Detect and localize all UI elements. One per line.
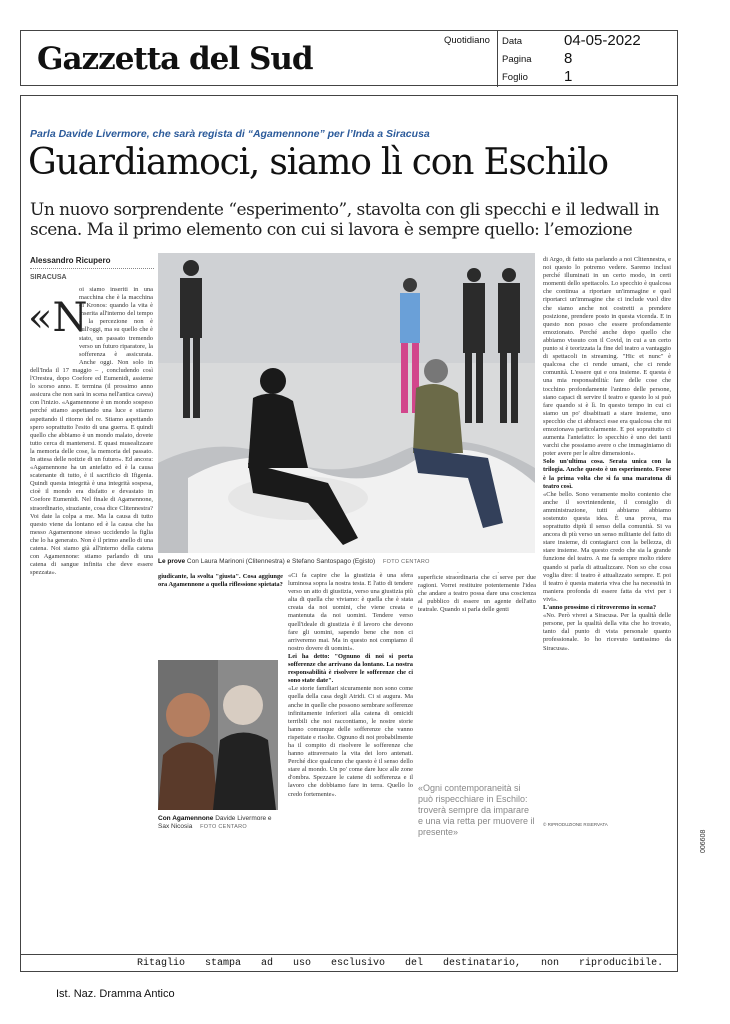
column-2-question-text: giudicante, la svolta "giusta". Cosa aggiunge ora Agamennone a quella riflessione spietata? <box>158 573 283 589</box>
column-1-body <box>30 366 153 812</box>
reproduction-notice: Ritaglio stampa ad uso esclusivo del destinatario, non riproducibile. <box>137 958 664 969</box>
column-4-question-2-text: L'anno prossimo ci ritroveremo in scena? <box>543 604 657 612</box>
column-4-answer-2: «No. Però vivrei a Siracusa. Per la qualità delle persone, per la qualità della vita che ho trovato, tanto dal punto di vista personale quanto professionale. Io ho ricevuto tantissimo da Siracusa». <box>543 612 671 652</box>
column-4 <box>543 256 671 818</box>
column-4-body: di Argo, di fatto sta parlando a noi Clitennestra, e noi questo lo potremo vedere. Saremo inclusi perché illuminati in un certo modo, in certi momenti dello spettacolo. Lo specchio è qualcosa che continua a riportare un'immagine e quel riportarci un'immagine che ci include vuol dire che siamo anche noi costretti a prendere posizione, prendere posto in questa vicenda. E in questo non posso che essere profondamente emozionato. Perché anche dopo quello che abbiamo vissuto con il Covid, in cui a un certo punto si è teorizzata la fine del teatro a vantaggio di spettacoli in streaming. "Hic et nunc" è qualcosa che ci rende umani, che ci rende comunità. L'essere qui e ora insieme. E questa è una mia responsabilità: fare delle cose che tocchino profondamente l'animo delle persone, siano capaci di servire il teatro e questo lo si può fare quando si è lì. In questo tempo in cui ci siamo un po' disabituati a stare insieme, uno specchio che ci abbracci esse era qualcosa che mi emozionava particolarmente. E poi soprattutto ci aumenta l'antefatto: lo specchio è uno dei tanti varchi che possiamo avere o che immaginiamo di poter avere per le altre dimensioni». <box>543 256 671 458</box>
rehearsal-photo-image <box>158 253 535 553</box>
author-byline: Alessandro Ricupero <box>30 256 111 265</box>
page-label: Pagina <box>502 54 532 65</box>
column-3-answer: «Le storie familiari sicuramente non sono come quella della casa degli Atridi. Ci si augura. Ma anche in quelle che possono sembrare sofferenze infinitamente inferiori alla catena di omicidi terribili che noi raccontiamo, le nostre storie hanno comunque delle sofferenze che vanno rispettate e risolte. Ognuno di noi probabilmente ha il compito di risolvere le sofferenze che hanno attraversato la vita dei loro antenati. Perché dice qualcuno che questo è il senso dello stare al mondo. Un po' come dare luce alle zone d'ombra. Spezzare le catene di sofferenza e il lavoro che dobbiamo fare in terra. Quello lo credo fortemente». <box>288 685 413 798</box>
metadata-box <box>497 31 679 87</box>
column-1-top <box>79 286 153 366</box>
column-3-body: «Ci fa capire che la giustizia è una sfera luminosa sopra la nostra testa. E l'atto di tendere verso un atto di giustizia, verso una giustizia più alta di quella che viviamo: è quella che è stata creata da noi uomini, che viene creata e mantenuta da noi uomini. Tendere verso quell'ideale di giustizia è il lavoro che devono fare gli uomini, sapendo bene che non ci arriveremo mai. Ma in questo noi compiamo il nostro dovere di uomini». <box>288 572 413 652</box>
column-3b-answer: superficie straordinaria che ci serve per due ragioni. Vorrei restituire potentemente l'idea che andare a teatro possa dare una coscienza al pubblico di essere un agente dell'atto teatrale. Quando si parla delle genti <box>418 573 536 614</box>
publication-kind: Quotidiano <box>444 35 490 46</box>
column-2-question <box>158 572 283 589</box>
article-subhead: Un nuovo sorprendente “esperimento”, stavolta con gli specchi e il ledwall in scena. Ma il primo elemento con cui si lavora è sempre quello: l’emozione <box>30 200 660 240</box>
small-photo-caption <box>158 815 283 831</box>
main-photo-caption <box>158 558 430 565</box>
agamennone-photo-image <box>158 660 278 810</box>
page-row <box>498 49 680 67</box>
small-photo-credit: FOTO CENTARO <box>200 824 247 830</box>
reproduction-notice-bar <box>20 955 678 972</box>
main-photo-credit: FOTO CENTARO <box>382 559 430 565</box>
masthead <box>20 30 678 86</box>
agamennone-photo <box>158 660 278 810</box>
column-4-question-text: Solo un'ultima cosa. Serata unica con la trilogia. Anche questo è un esperimento. Forse è la prima volta che si fa una maratona di teatro così. <box>543 458 671 490</box>
column-1-continuation: dell'Inda il 17 maggio – , concludendo così l'Orestea, dopo Coefore ed Eumenidi, assieme lo scorso anno. E termina (il prossimo anno assicura che non sarà in scena nell'antica cavea) con l'inizio. «Agamennone è un mondo sospeso perché stiamo aspettando una luce e stiamo aspettando il ritorno del re. Stiamo aspettando spero soprattutto l'esito di una guerra. E quindi quello che abbiamo è un mondo malato, dovete tutto cerca di mantenersi. E quasi musealizzare la memoria delle cose, la memoria del passato. In attesa delle notizie di un futuro». Ed ancora: «Agamennone ha un antefatto ed è la causa scatenante di tutto, è il sacrificio di Ifigenia. Quindi questa integrità è una integrità sospesa, cioè il mondo era disfatto e devastato in Coefore Eumenidi. Nel finale di Agamennone, straordinario, straziante, cosa dice Clitennestra? Voi date la colpa a me. Ma la causa di tutto questo viene da lontano ed è la causa che ha messo Agamennone stesso uccidendo la figlia che lo ha generato. Non è il primo anello di una catena. Noi siamo già all'interno della catena con Agamennone: stiamo parlando di una catena di sangue infinita che deve essere spezzata». <box>30 366 153 577</box>
column-3b <box>418 572 536 778</box>
date-label: Data <box>502 36 523 47</box>
main-caption-lead: Le prove <box>158 558 186 565</box>
column-4-question <box>543 458 671 490</box>
main-caption-text: Con Laura Marinoni (Clitennestra) e Stefano Santospago (Egisto) <box>186 558 376 565</box>
rehearsal-photo <box>158 253 535 553</box>
small-caption-text: Davide Livermore e Sax Nicosia <box>158 815 272 830</box>
column-4-question-2 <box>543 604 671 612</box>
article-kicker: Parla Davide Livermore, che sarà regista di “Agamennone” per l’Inda a Siracusa <box>30 128 430 140</box>
column-3-question-text: Lei ha detto: "Ognuno di noi si porta sofferenze che arrivano da lontano. La nostra responsabilità è risolvere le sofferenze che ci sono state date". <box>288 652 413 685</box>
byline-divider <box>30 268 154 269</box>
page-value: 8 <box>564 50 573 67</box>
small-caption-lead: Con Agamennone <box>158 815 214 822</box>
dateline: SIRACUSA <box>30 274 67 281</box>
column-1-opening: oi siamo inseriti in una macchina che è la macchina di Kronos: quando la vita è inserita all'interno del tempo e la percezione non è sull'oggi, ma su quello che è stato, un passato tremendo verso un futuro riparatore, la sofferenza è assicurata. Anche oggi. Non solo in <box>79 286 153 366</box>
source-label: Ist. Naz. Dramma Antico <box>56 988 175 1000</box>
pull-quote: «Ogni contemporaneità si può rispecchiare in Eschilo: troverà sempre da imparare e una via retta per muovere il presente» <box>418 783 535 837</box>
date-row <box>498 31 680 49</box>
clipping-code: 006608 <box>700 829 707 853</box>
sheet-value: 1 <box>564 68 573 85</box>
sheet-label: Foglio <box>502 72 528 83</box>
newspaper-logo: Gazzetta del Sud <box>37 41 313 77</box>
column-3-question <box>288 653 413 685</box>
date-value: 04-05-2022 <box>564 32 641 49</box>
copyright-notice: © RIPRODUZIONE RISERVATA <box>543 822 608 827</box>
drop-quote: «N <box>28 295 88 341</box>
column-4-answer: «Che bello. Sono veramente molto contento che anche il sovrintendente, il consiglio di amministrazione, tutti abbiamo abbiamo sostenuto questa idea. È una prova, ma soprattutto dipiù il senso della comunità. Si va ancora di più verso un senso militante del fatto di stare insieme, di contagiarci con la bellezza, di stare insieme. Ma questo credo che sia la grande funzione del teatro. A me fa sempre molto ridere quando si parla di attualizzare. Non so che cosa voglia dire: il teatro è attualizzato sempre. E poi il teatro è questa materia viva che ha necessità in maniera profonda di essere fatta da vivi per i vivi». <box>543 490 671 603</box>
sheet-row <box>498 67 680 85</box>
article-headline: Guardiamoci, siamo lì con Eschilo <box>28 142 608 183</box>
column-2 <box>158 572 283 658</box>
column-3 <box>288 572 413 834</box>
